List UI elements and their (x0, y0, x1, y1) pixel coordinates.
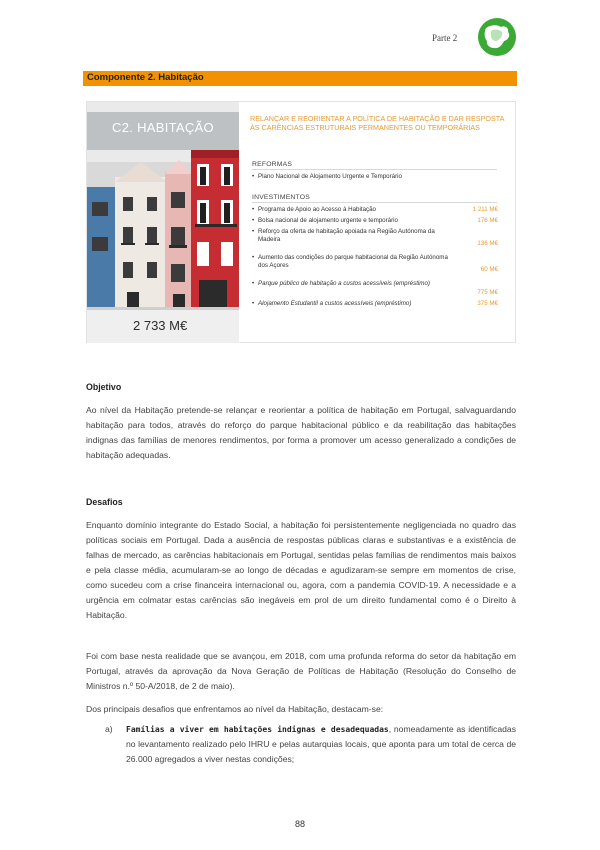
bullet: • (252, 173, 255, 180)
objetivo-heading: Objetivo (86, 382, 122, 392)
reformas-label: REFORMAS (252, 161, 293, 168)
investimento-text: Parque público de habitação a custos acessíveis (empréstimo) (258, 280, 430, 287)
investimentos-label: INVESTIMENTOS (252, 194, 310, 201)
list-item-rest: , nomeadamente as identificadas no levantamento realizado pelo IHRU e pelas autarquias locais, que aponta para um total de cerca de 26.000 agregados a viver nestas condições; (126, 724, 516, 764)
investimento-value: 136 M€ (477, 240, 498, 247)
bullet: • (252, 228, 255, 235)
component-title: Componente 2. Habitação (87, 72, 204, 83)
investimento-text: Aumento das condições do parque habitacional da Região Autónoma dos Açores (258, 254, 448, 269)
list-item-text (126, 722, 516, 767)
houses-photo (87, 102, 239, 343)
objetivo-paragraph: Ao nível da Habitação pretende-se relançar e reorientar a política de habitação em Portugal, salvaguardando habitação para todos, através do reforço do parque habitacional público e da reabilitação das habitações indignas das famílias de menores rendimentos, por forma a promover um acesso generalizado a condições de habitação adequadas. (86, 405, 516, 460)
total-amount: 2 733 M€ (133, 318, 188, 333)
investimento-text: Programa de Apoio ao Acesso à Habitação (258, 206, 376, 213)
investimento-value: 1 211 M€ (472, 206, 498, 213)
investimento-value: 775 M€ (477, 289, 498, 296)
investimento-text: Bolsa nacional de alojamento urgente e temporário (258, 217, 398, 224)
investimentos-divider (252, 202, 497, 203)
bullet: • (252, 280, 255, 287)
bullet: • (252, 254, 255, 261)
infobox-heading: RELANÇAR E REORIENTAR A POLÍTICA DE HABITAÇÃO E DAR RESPOSTA ÀS CARÊNCIAS ESTRUTURAIS PERMANENTES OU TEMPORÁRIAS (250, 114, 505, 132)
investimento-text: Reforço da oferta de habitação apoiada na Região Autónoma da Madeira (258, 228, 435, 243)
investimento-value: 176 M€ (477, 217, 498, 224)
bullet: • (252, 217, 255, 224)
desafios-paragraph-2: Foi com base nesta realidade que se avançou, em 2018, com uma profunda reforma do setor da habitação em Portugal, através da aprovação da Nova Geração de Políticas de Habitação (Resolução do Conselho de Ministros n.º 50-A/2018, de 2 de maio). (86, 651, 516, 691)
portugal-map-logo-icon (477, 17, 517, 57)
desafios-paragraph-1: Enquanto domínio integrante do Estado Social, a habitação foi persistentemente negligenciada no quadro das políticas sociais em Portugal. Dada a ausência de respostas públicas claras e substantivas e a existência de falhas de mercado, as carências habitacionais em Portugal, sentidas pelas famílias de rendimentos mais baixos e pela classe média, acumularam-se ao longo de décadas e agudizaram-se sempre em momentos de crise, como sucedeu com a crise financeira internacional ou, agora, com a pandemia COVID-19. A necessidade e a urgência em colmatar estas carências são inegáveis em prol de um direito fundamental como é o Direito à Habitação. (86, 520, 516, 620)
component-photo-title: C2. HABITAÇÃO (112, 120, 214, 135)
bullet: • (252, 300, 255, 307)
page-number: 88 (294, 819, 305, 829)
desafios-paragraph-3: Dos principais desafios que enfrentamos ao nível da Habitação, destacam-se: (86, 704, 384, 714)
list-item-label: a) (105, 724, 113, 734)
investimento-value: 60 M€ (480, 266, 498, 273)
reforma-text: Plano Nacional de Alojamento Urgente e Temporário (258, 173, 403, 180)
investimento-text: Alojamento Estudantil a custos acessíveis (empréstimo) (258, 300, 412, 307)
list-item-bold: Famílias a viver em habitações indignas e desadequadas (126, 725, 389, 734)
bullet: • (252, 206, 255, 213)
part-label: Parte 2 (432, 33, 458, 43)
reformas-divider (252, 169, 497, 170)
investimento-value: 375 M€ (477, 300, 498, 307)
component-title-bar (83, 71, 517, 86)
desafios-heading: Desafios (86, 497, 123, 507)
